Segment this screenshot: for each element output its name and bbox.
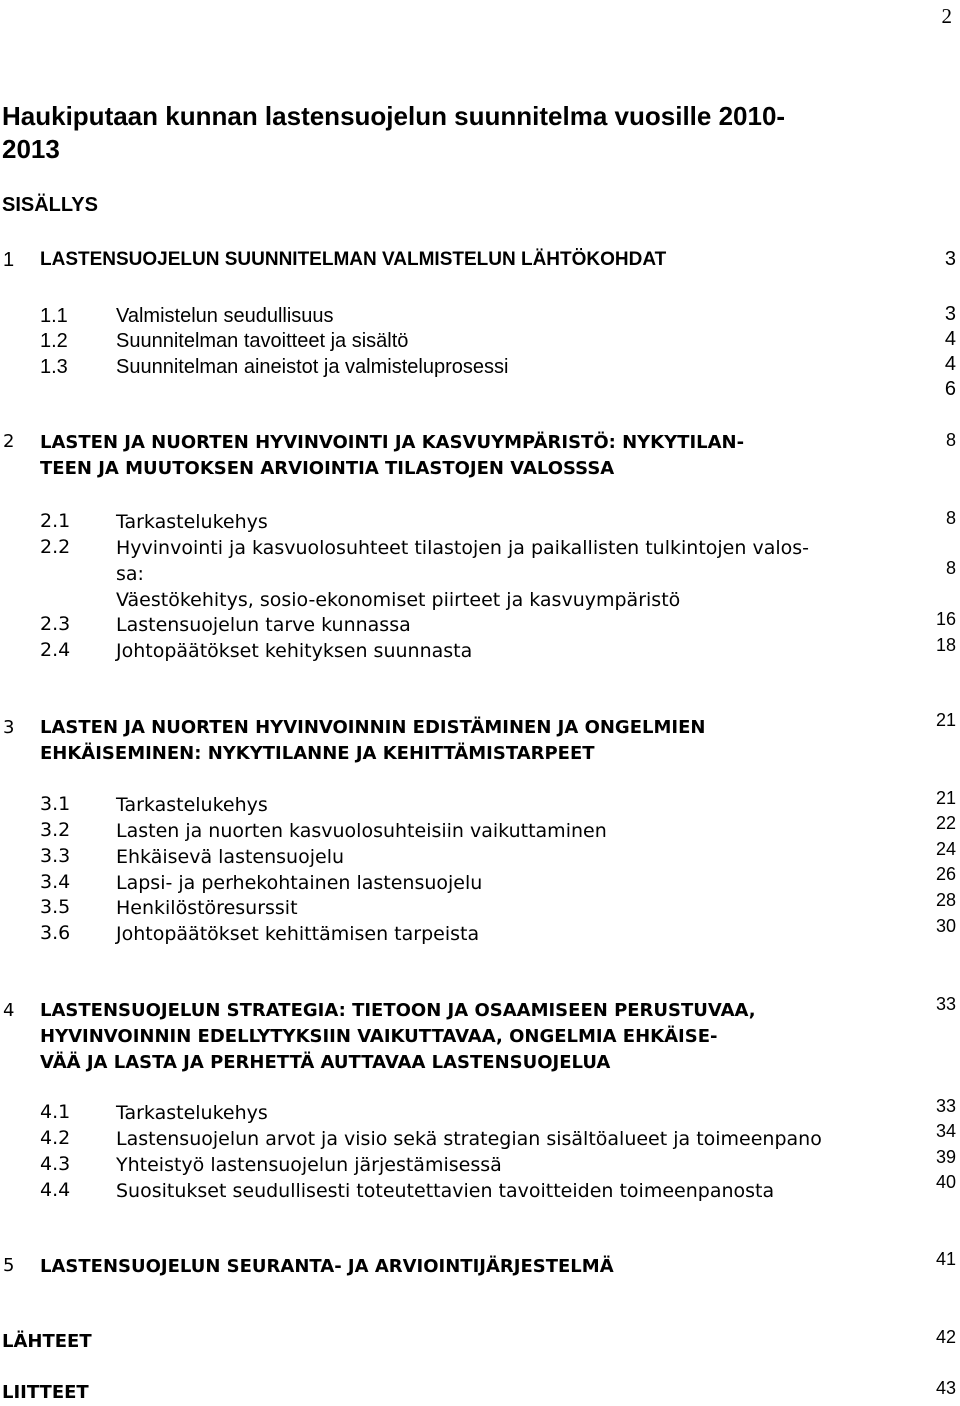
document-title-line-2: 2013 <box>2 134 60 164</box>
section-3-2-page: 22 <box>935 813 956 833</box>
section-3-2-title: Lasten ja nuorten kasvuolosuhteisiin vaikuttaminen <box>116 820 607 842</box>
section-2-1-page: 8 <box>945 508 956 528</box>
section-3-5-page: 28 <box>935 890 956 910</box>
chapter-5-number: 5 <box>3 1255 15 1276</box>
section-4-3-title: Yhteistyö lastensuojelun järjestämisessä <box>116 1154 502 1176</box>
chapter-3-title-line-2: EHKÄISEMINEN: NYKYTILANNE JA KEHITTÄMISTARPEET <box>40 743 595 764</box>
chapter-5-page: 41 <box>935 1249 956 1269</box>
section-4-4-number: 4.4 <box>40 1179 71 1201</box>
section-3-2-number: 3.2 <box>40 819 71 841</box>
section-3-3-number: 3.3 <box>40 845 71 867</box>
section-1-1-page: 3 <box>944 303 956 325</box>
chapter-3-title-line-1: LASTEN JA NUORTEN HYVINVOINNIN EDISTÄMINEN JA ONGELMIEN <box>40 717 706 738</box>
chapter-2-page: 8 <box>945 430 956 450</box>
section-1-3-number: 1.3 <box>40 356 68 378</box>
section-2-3-number: 2.3 <box>40 613 71 635</box>
section-4-2-title: Lastensuojelun arvot ja visio sekä strategian sisältöalueet ja toimeenpano <box>116 1128 822 1150</box>
section-4-1-title: Tarkastelukehys <box>116 1102 268 1124</box>
chapter-1-extra-page: 6 <box>944 378 956 400</box>
section-1-2-number: 1.2 <box>40 330 68 352</box>
section-4-1-page: 33 <box>935 1096 956 1116</box>
sources-page: 42 <box>935 1327 956 1347</box>
section-2-4-number: 2.4 <box>40 639 71 661</box>
document-title-line-1: Haukiputaan kunnan lastensuojelun suunnitelma vuosille 2010- <box>2 101 786 131</box>
section-4-2-number: 4.2 <box>40 1127 71 1149</box>
chapter-2-title-line-2: TEEN JA MUUTOKSEN ARVIOINTIA TILASTOJEN VALOSSSA <box>40 458 615 479</box>
chapter-4-number: 4 <box>3 1000 15 1021</box>
chapter-3-number: 3 <box>3 717 15 738</box>
section-3-1-title: Tarkastelukehys <box>116 794 268 816</box>
chapter-5-title: LASTENSUOJELUN SEURANTA- JA ARVIOINTIJÄRJESTELMÄ <box>40 1256 614 1277</box>
section-3-1-number: 3.1 <box>40 793 71 815</box>
section-2-3-page: 16 <box>935 609 956 629</box>
section-4-4-page: 40 <box>935 1172 956 1192</box>
section-4-1-number: 4.1 <box>40 1101 71 1123</box>
section-2-3-title: Lastensuojelun tarve kunnassa <box>116 614 411 636</box>
chapter-2-title-line-1: LASTEN JA NUORTEN HYVINVOINTI JA KASVUYMPÄRISTÖ: NYKYTILAN- <box>40 432 745 453</box>
section-2-2-title-line-3: Väestökehitys, sosio-ekonomiset piirteet ja kasvuympäristö <box>116 589 681 611</box>
section-3-4-number: 3.4 <box>40 871 71 893</box>
section-1-2-title: Suunnitelman tavoitteet ja sisältö <box>116 330 409 352</box>
section-3-3-title: Ehkäisevä lastensuojelu <box>116 846 345 868</box>
section-2-1-title: Tarkastelukehys <box>116 511 268 533</box>
section-1-2-page: 4 <box>944 328 956 350</box>
chapter-1-page: 3 <box>944 248 956 270</box>
chapter-1-title: LASTENSUOJELUN SUUNNITELMAN VALMISTELUN LÄHTÖKOHDAT <box>40 249 667 270</box>
section-1-3-page: 4 <box>944 353 956 375</box>
chapter-1-number: 1 <box>3 249 15 271</box>
section-3-3-page: 24 <box>935 839 956 859</box>
chapter-4-title-line-1: LASTENSUOJELUN STRATEGIA: TIETOON JA OSAAMISEEN PERUSTUVAA, <box>40 1000 756 1021</box>
chapter-4-page: 33 <box>935 994 956 1014</box>
chapter-4-title-line-3: VÄÄ JA LASTA JA PERHETTÄ AUTTAVAA LASTENSUOJELUA <box>40 1052 611 1073</box>
section-3-4-page: 26 <box>935 864 956 884</box>
section-3-5-title: Henkilöstöresurssit <box>116 897 298 919</box>
toc-heading: SISÄLLYS <box>2 194 98 216</box>
section-1-1-title: Valmistelun seudullisuus <box>116 305 334 327</box>
section-4-3-page: 39 <box>935 1147 956 1167</box>
section-2-2-title-line-1: Hyvinvointi ja kasvuolosuhteet tilastojen ja paikallisten tulkintojen valos- <box>116 537 809 559</box>
section-2-2-number: 2.2 <box>40 536 71 558</box>
sources-heading: LÄHTEET <box>2 1331 92 1352</box>
section-2-4-page: 18 <box>935 635 956 655</box>
page-number: 2 <box>941 4 952 28</box>
section-3-6-title: Johtopäätökset kehittämisen tarpeista <box>116 923 480 945</box>
section-2-1-number: 2.1 <box>40 510 71 532</box>
section-4-3-number: 4.3 <box>40 1153 71 1175</box>
chapter-2-number: 2 <box>3 431 15 452</box>
section-3-5-number: 3.5 <box>40 896 71 918</box>
chapter-4-title-line-2: HYVINVOINNIN EDELLYTYKSIIN VAIKUTTAVAA, ONGELMIA EHKÄISE- <box>40 1026 718 1047</box>
section-2-4-title: Johtopäätökset kehityksen suunnasta <box>116 640 473 662</box>
section-3-4-title: Lapsi- ja perhekohtainen lastensuojelu <box>116 872 483 894</box>
appendices-page: 43 <box>935 1378 956 1398</box>
chapter-3-page: 21 <box>935 710 956 730</box>
section-4-4-title: Suositukset seudullisesti toteutettavien tavoitteiden toimeenpanosta <box>116 1180 775 1202</box>
section-1-3-title: Suunnitelman aineistot ja valmisteluprosessi <box>116 356 509 378</box>
section-1-1-number: 1.1 <box>40 305 68 327</box>
section-2-2-title-line-2: sa: <box>116 563 144 585</box>
section-3-6-page: 30 <box>935 916 956 936</box>
section-3-6-number: 3.6 <box>40 922 71 944</box>
section-3-1-page: 21 <box>935 788 956 808</box>
section-4-2-page: 34 <box>935 1121 956 1141</box>
section-2-2-page: 8 <box>945 558 956 578</box>
appendices-heading: LIITTEET <box>2 1382 89 1403</box>
